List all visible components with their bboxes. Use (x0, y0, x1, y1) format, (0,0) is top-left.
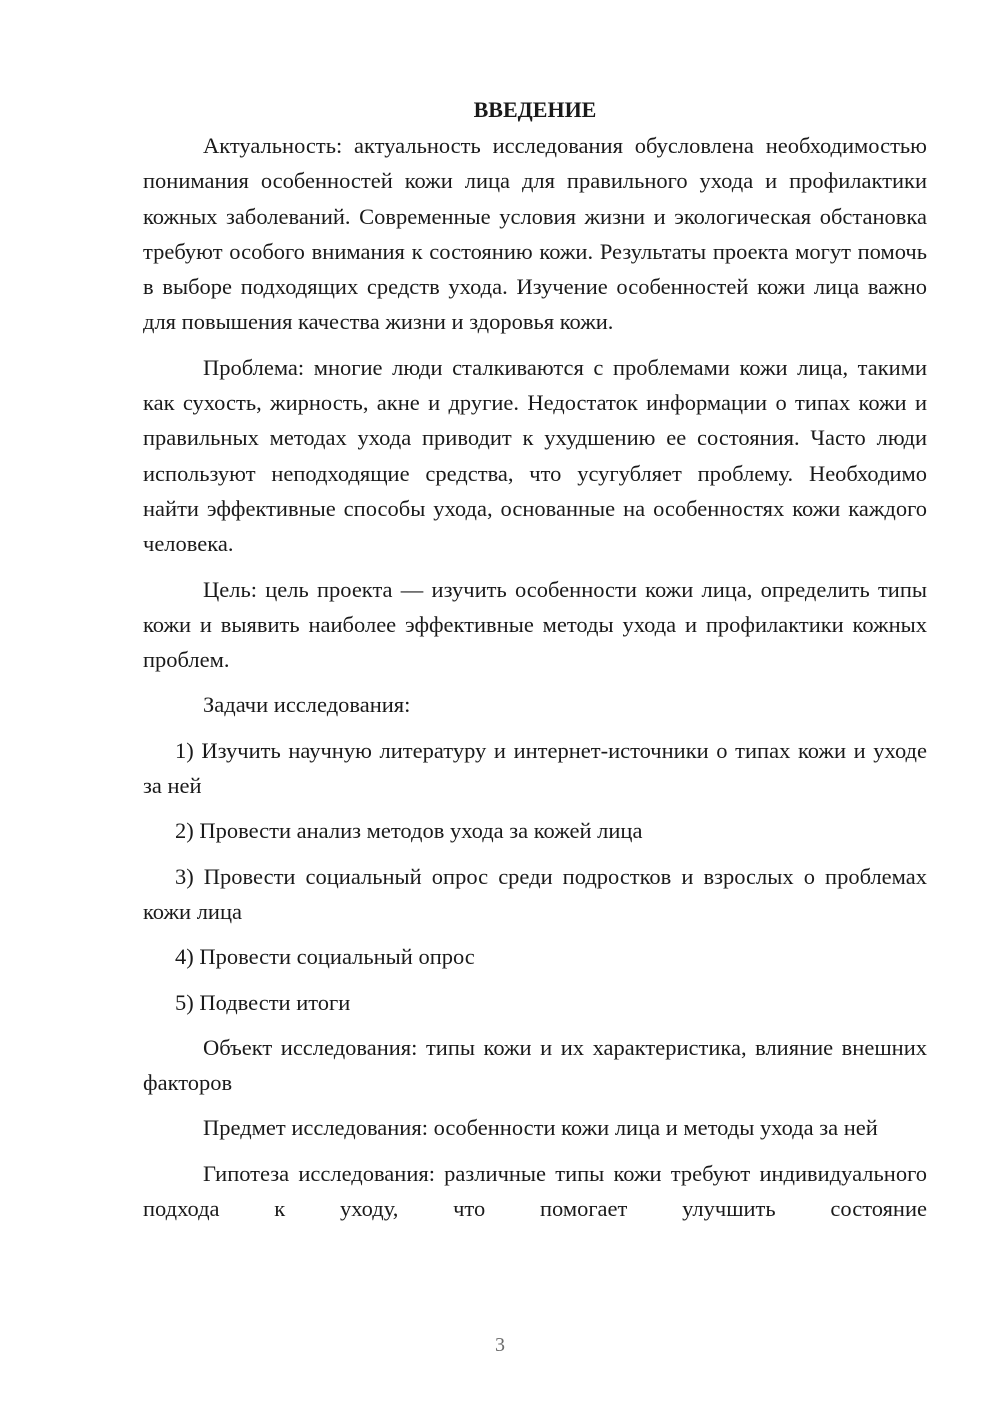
paragraph-hypothesis: Гипотеза исследования: различные типы кожи требуют индивидуального подхода к уходу, что помогает улучшить состояние (143, 1160, 927, 1222)
task-item-2: 2) Провести анализ методов ухода за кожей лица (175, 818, 643, 844)
paragraph-relevance: Актуальность: актуальность исследования обусловлена необходимостью понимания особенностей кожи лица для правильного ухода и профилактики кожных заболеваний. Современные условия жизни и экологическая обстановка требуют особого внимания к состоянию кожи. Результаты проекта могут помочь в выборе подходящих средств ухода. Изучение особенностей кожи лица важно для повышения качества жизни и здоровья кожи. (143, 133, 927, 335)
paragraph-goal: Цель: цель проекта — изучить особенности кожи лица, определить типы кожи и выявить наиболее эффективные методы ухода и профилактики кожных проблем. (143, 576, 927, 673)
page-title: ВВЕДЕНИЕ (473, 97, 597, 122)
paragraph-object: Объект исследования: типы кожи и их характеристика, влияние внешних факторов (143, 1034, 927, 1096)
document-page (143, 92, 927, 1236)
task-item-5: 5) Подвести итоги (175, 989, 351, 1015)
paragraph-subject: Предмет исследования: особенности кожи лица и методы ухода за ней (203, 1115, 878, 1141)
task-item-4: 4) Провести социальный опрос (175, 944, 475, 970)
page-number: 3 (495, 1334, 505, 1356)
task-item-1: 1) Изучить научную литературу и интернет-источники о типах кожи и уходе за ней (143, 737, 927, 799)
task-item-3: 3) Провести социальный опрос среди подростков и взрослых о проблемах кожи лица (143, 863, 927, 924)
paragraph-problem: Проблема: многие люди сталкиваются с проблемами кожи лица, такими как сухость, жирность, акне и другие. Недостаток информации о типах кожи и правильных методах ухода приводит к ухудшению ее состояния. Часто люди используют неподходящие средства, что усугубляет проблему. Необходимо найти эффективные способы ухода, основанные на особенностях кожи каждого человека. (143, 354, 927, 557)
paragraph-tasks-heading: Задачи исследования: (203, 692, 411, 718)
